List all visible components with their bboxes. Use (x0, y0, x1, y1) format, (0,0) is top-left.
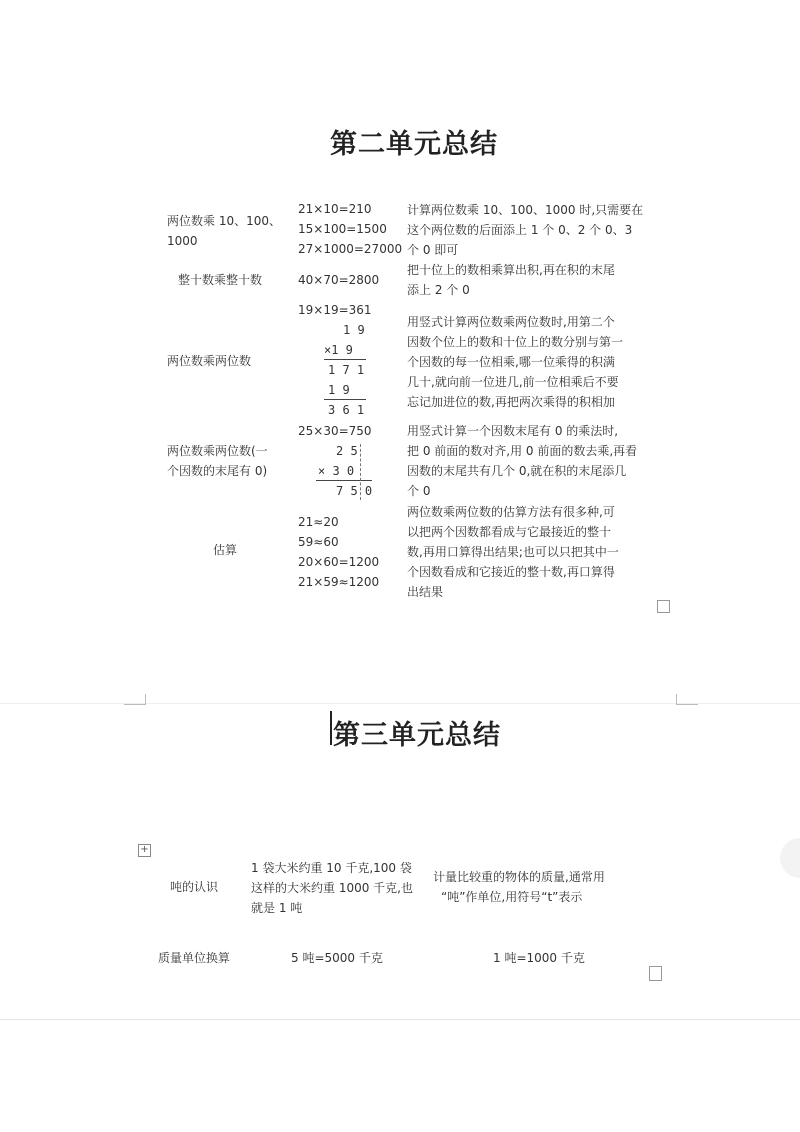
unit3-row2-topic[interactable]: 质量单位换算 (158, 951, 231, 965)
unit2-row3-examples[interactable]: 19×19=361 (298, 303, 372, 317)
unit2-row3-rule[interactable]: 用竖式计算两位数乘两位数时,用第二个 因数个位上的数和十位上的数分别与第一 个因数的每一位相乘,哪一位乘得的积满 几十,就向前一位进几,前一位相乘后不要 忘记加进位的数,再把两次乘得的积相加 (407, 315, 624, 409)
vertical-row: 7 5 0 (336, 484, 373, 498)
vertical-row: ×1 9 (324, 343, 353, 357)
unit2-row5-examples[interactable]: 21≈20 59≈60 20×60=1200 21×59≈1200 (298, 515, 380, 589)
unit2-row1-rule[interactable]: 计算两位数乘 10、100、1000 时,只需要在 这个两位数的后面添上 1 个 0、2 个 0、3 个 0 即可 (407, 203, 644, 257)
unit2-row1-examples[interactable]: 21×10=210 15×100=1500 27×1000=27000 (298, 202, 403, 256)
vertical-row: 3 6 1 (328, 403, 365, 417)
vertical-row: × 3 0 (318, 464, 355, 478)
unit2-row2-rule[interactable]: 把十位上的数相乘算出积,再在积的末尾 添上 2 个 0 (407, 263, 615, 297)
vertical-row: 1 9 (343, 323, 365, 337)
unit2-row1-topic[interactable]: 两位数乘 10、100、 1000 (167, 214, 281, 248)
unit3-row1-rule[interactable]: 计量比较重的物体的质量,通常用 “吨”作单位,用符号“t”表示 (433, 870, 605, 904)
unit2-row4-topic[interactable]: 两位数乘两位数(一 个因数的末尾有 0) (167, 444, 268, 478)
unit2-row3-topic[interactable]: 两位数乘两位数 (167, 354, 252, 368)
vertical-row: 1 9 (328, 383, 350, 397)
unit2-row4-examples[interactable]: 25×30=750 (298, 424, 372, 438)
unit3-row2-example[interactable]: 5 吨=5000 千克 (291, 951, 383, 965)
unit2-row4-rule[interactable]: 用竖式计算一个因数末尾有 0 的乘法时, 把 0 前面的数对齐,用 0 前面的数去乘,再看 因数的末尾共有几个 0,就在积的末尾添几 个 0 (407, 424, 638, 498)
unit3-row1-topic[interactable]: 吨的认识 (170, 880, 219, 894)
vertical-row: 2 5 (336, 444, 358, 458)
text-cursor (330, 711, 332, 745)
table-move-handle-icon[interactable]: + (138, 844, 151, 857)
unit2-row2-topic[interactable]: 整十数乘整十数 (177, 273, 262, 287)
unit2-row5-rule[interactable]: 两位数乘两位数的估算方法有很多种,可 以把两个因数都看成与它最接近的整十 数,再用口算得出结果;也可以只把其中一 个因数看成和它接近的整十数,再口算得 出结果 (407, 505, 619, 599)
paragraph-end-mark (649, 966, 662, 981)
unit2-row5-topic[interactable]: 估算 (212, 543, 237, 557)
unit3-row2-rule[interactable]: 1 吨=1000 千克 (493, 951, 585, 965)
unit3-row1-example[interactable]: 1 袋大米约重 10 千克,100 袋 这样的大米约重 1000 千克,也 就是 1 吨 (251, 861, 413, 915)
paragraph-end-mark (657, 600, 670, 613)
crop-mark (145, 694, 146, 704)
unit2-row2-examples[interactable]: 40×70=2800 (298, 273, 380, 287)
unit3-title[interactable]: 第三单元总结 (333, 720, 501, 751)
alignment-dashed-line (360, 444, 361, 500)
unit2-title[interactable]: 第二单元总结 (330, 129, 498, 160)
crop-mark (676, 694, 677, 704)
crop-mark (124, 704, 146, 705)
vertical-row: 1 7 1 (328, 363, 365, 377)
crop-mark (676, 704, 698, 705)
